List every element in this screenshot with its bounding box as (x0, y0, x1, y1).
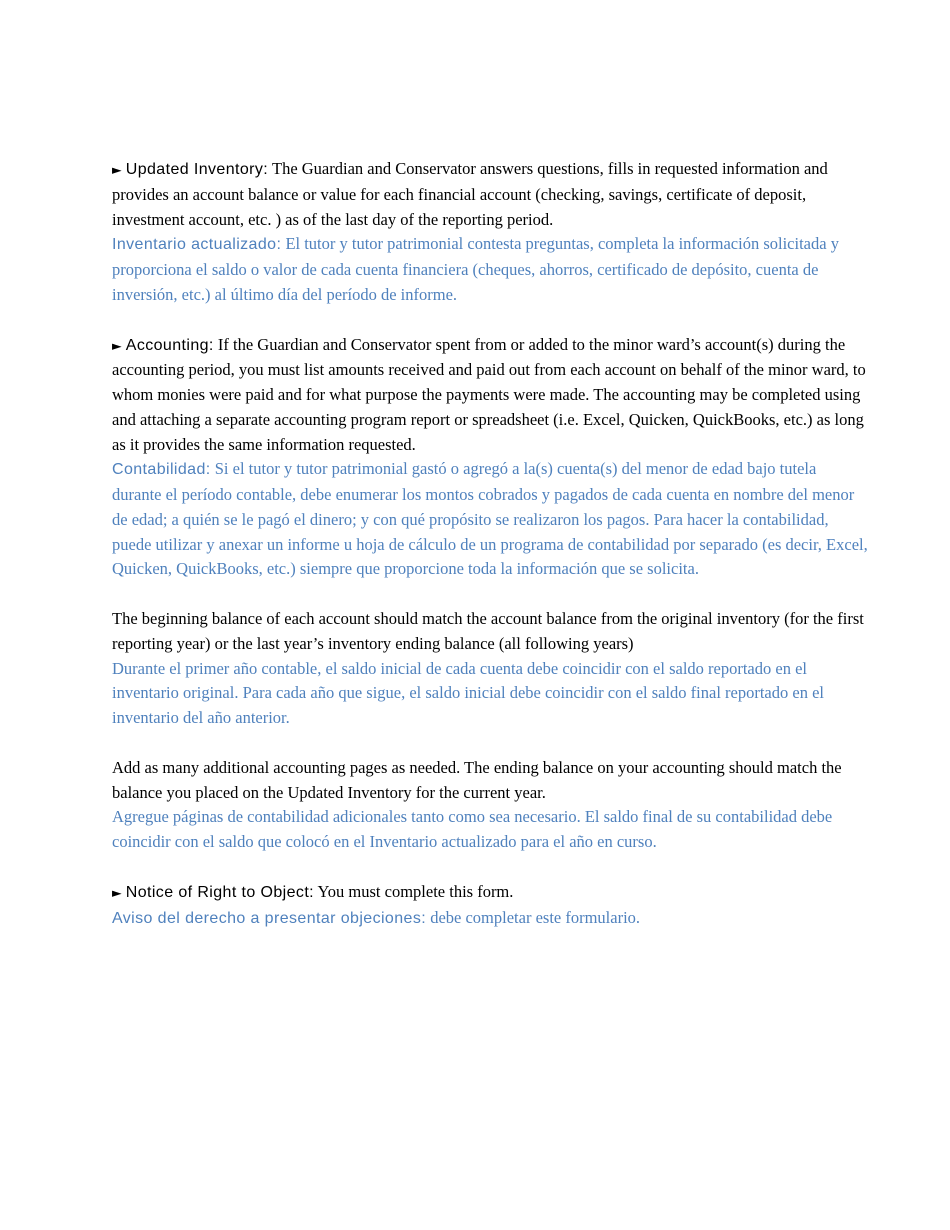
updated-inventory-text-en: The Guardian and Conservator answers questions, fills in requested information and provides an account balance or value for each financial account (checking, savings, certificate of deposit, investment account, etc. ) as of the last day of the reporting period. (112, 159, 828, 229)
section-beginning-balance (112, 607, 868, 731)
updated-inventory-heading-es: Inventario actualizado: (112, 236, 282, 254)
notice-right-to-object-english (112, 880, 868, 906)
notice-right-to-object-text-en: You must complete this form. (317, 881, 514, 901)
beginning-balance-text-en: The beginning balance of each account should match the account balance from the original inventory (for the first reporting year) or the last year’s inventory ending balance (all following years) (112, 609, 864, 653)
section-accounting (112, 333, 868, 583)
accounting-text-en: If the Guardian and Conservator spent from or added to the minor ward’s account(s) during the accounting period, you must list amounts received and paid out from each account on behalf of the minor ward, to whom monies were paid and for what purpose the payments were made. The accounting may be completed using and attaching a separate accounting program report or spreadsheet (i.e. Excel, Quicken, QuickBooks, etc.) as long as it provides the same information requested. (112, 334, 866, 454)
section-updated-inventory (112, 157, 868, 308)
beginning-balance-text-es: Durante el primer año contable, el saldo inicial de cada cuenta debe coincidir con el saldo reportado en el inventario original. Para cada año que sigue, el saldo inicial debe coincidir con el saldo final reportado en el inventario del año anterior. (112, 658, 824, 727)
notice-right-to-object-heading-es: Aviso del derecho a presentar objeciones: (112, 909, 427, 927)
updated-inventory-text-es: El tutor y tutor patrimonial contesta preguntas, completa la información solicitada y proporciona el saldo o valor de cada cuenta financiera (cheques, ahorros, certificado de depósito, cuenta de inversión, etc.) al último día del período de informe. (112, 234, 839, 304)
notice-right-to-object-spanish (112, 906, 868, 932)
notice-right-to-object-heading-en: Notice of Right to Object: (125, 883, 315, 901)
additional-pages-text-en: Add as many additional accounting pages as needed. The ending balance on your accounting should match the balance you placed on the Updated Inventory for the current year. (112, 757, 842, 802)
additional-pages-text-es: Agregue páginas de contabilidad adicionales tanto como sea necesario. El saldo final de su contabilidad debe coincidir con el saldo que colocó en el Inventario actualizado para el año en curso. (112, 807, 833, 851)
bullet-triangle-icon: ► (112, 884, 122, 900)
accounting-english (112, 333, 868, 458)
beginning-balance-spanish (112, 657, 868, 731)
accounting-heading-es: Contabilidad: (112, 461, 211, 479)
updated-inventory-english (112, 157, 868, 232)
document-content (112, 157, 868, 931)
bullet-triangle-icon: ► (112, 337, 122, 353)
updated-inventory-spanish (112, 232, 868, 307)
accounting-text-es: Si el tutor y tutor patrimonial gastó o agregó a la(s) cuenta(s) del menor de edad bajo tutela durante el período contable, debe enumerar los montos cobrados y pagados de cada cuenta en nombre del menor de edad; a quién se le pagó el dinero; y con qué propósito se realizaron los pagos. Para hacer la contabilidad, puede utilizar y anexar un informe u hoja de cálculo de un programa de contabilidad por separado (es decir, Excel, Quicken, QuickBooks, etc.) siempre que proporcione toda la información que se solicita. (112, 459, 868, 579)
beginning-balance-english (112, 607, 868, 657)
additional-pages-spanish (112, 805, 868, 855)
updated-inventory-heading-en: Updated Inventory: (125, 161, 269, 178)
section-notice-right-to-object (112, 880, 868, 932)
notice-right-to-object-text-es: debe completar este formulario. (430, 907, 641, 927)
additional-pages-english (112, 756, 868, 806)
section-additional-pages (112, 756, 868, 855)
bullet-triangle-icon: ► (112, 162, 122, 177)
accounting-spanish (112, 457, 868, 582)
accounting-heading-en: Accounting: (125, 336, 214, 354)
